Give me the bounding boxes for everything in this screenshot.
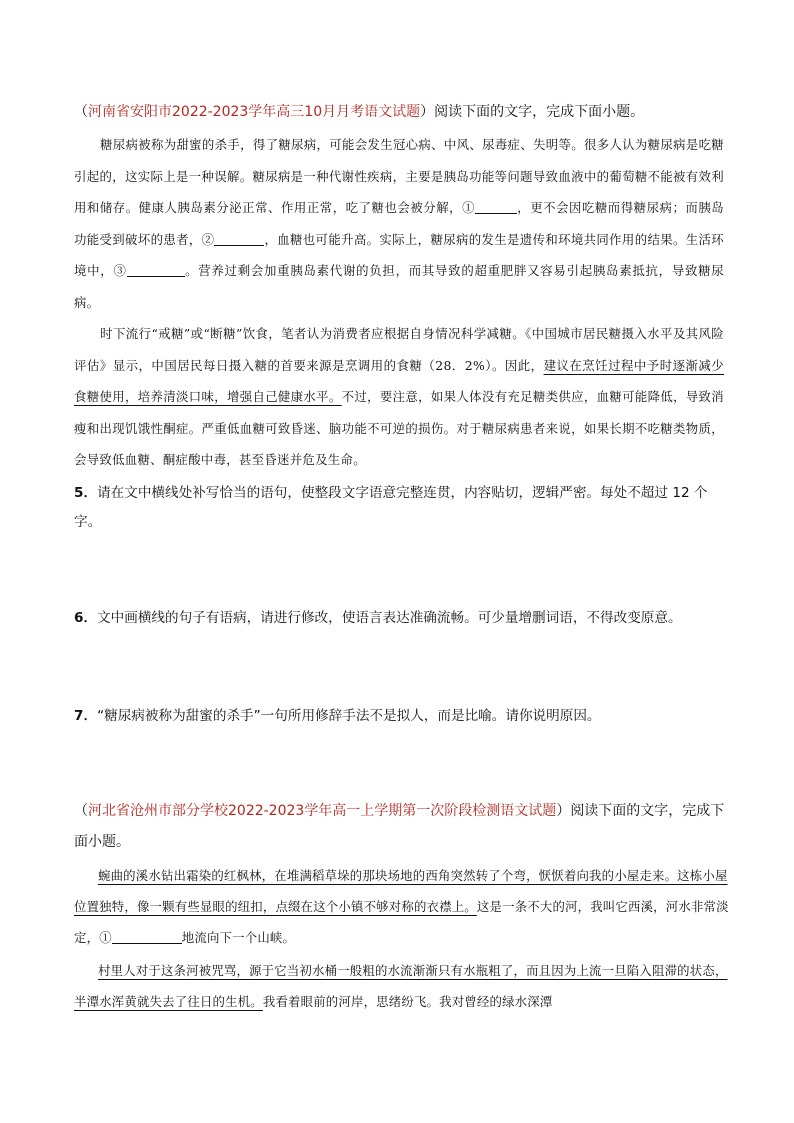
question-text: 请在文中横线处补写恰当的语句，使整段文字语意完整连贯，内容贴切，逻辑严密。每处不超过 12 个字。 bbox=[74, 485, 708, 530]
question-number: 6． bbox=[74, 610, 98, 626]
fill-blank-3[interactable] bbox=[127, 262, 185, 277]
p1-text-b: ，更不会因吃糖而得糖尿病；而胰岛功能受到破坏的患者， bbox=[74, 200, 724, 247]
p1-text-c: ，血糖也可能升高。实际上，糖尿病的发生是遗传和环境共同作用的结果。生活环境中， bbox=[74, 231, 724, 278]
passage2-paragraph-2 bbox=[74, 955, 734, 1017]
source-open-paren: （ bbox=[74, 803, 88, 819]
passage1-source-line bbox=[74, 97, 734, 127]
blank-marker-1: ① bbox=[99, 930, 112, 945]
source-close-paren: ） bbox=[420, 104, 435, 120]
question-number: 5． bbox=[74, 485, 98, 501]
passage2-source-line bbox=[74, 796, 734, 858]
question-number: 7． bbox=[74, 708, 98, 724]
passage1-paragraph-2 bbox=[74, 318, 724, 476]
underlined-sentence: 村里人对于这条河被咒骂，源于它当初水桶一般粗的水流渐渐只有水瓶粗了，而且因为上流一旦陷入阻滞的状态，半潭水浑黄就失去了往日的生机。 bbox=[74, 963, 728, 1009]
underlined-sentence: 建议在烹饪过程中予时逐渐减少食糖使用，培养清淡口味，增强自己健康水平。 bbox=[74, 357, 724, 404]
blank-marker-3: ③ bbox=[113, 263, 127, 278]
passage2-source-name: 河北省沧州市部分学校2022-2023学年高一上学期第一次阶段检测语文试题 bbox=[88, 803, 557, 819]
passage1-instruction: 阅读下面的文字，完成下面小题。 bbox=[434, 104, 645, 120]
question-5 bbox=[74, 479, 734, 537]
p1-text-a: 糖尿病被称为甜蜜的杀手，得了糖尿病，可能会发生冠心病、中风、尿毒症、失明等。很多人认为糖尿病是吃糖引起的，这实际上是一种误解。糖尿病是一种代谢性疾病，主要是胰岛功能等问题导致血液中的葡萄糖不能被有效利用和储存。健康人胰岛素分泌正常、作用正常，吃了糖也会被分解， bbox=[74, 137, 724, 215]
p2-text-a: 时下流行“戒糖”或“断糖”饮食，笔者认为消费者应根据自身情况科学减糖。《中国城市居民糖摄入水平及其风险评估》显示，中国居民每日摄入糖的首要来源是烹调用的食糖（28．2%）。因此， bbox=[74, 326, 724, 373]
question-text: “糖尿病被称为甜蜜的杀手”一句所用修辞手法不是拟人，而是比喻。请你说明原因。 bbox=[97, 708, 601, 724]
p2-text-b: 不过，要注意，如果人体没有充足糖类供应，血糖可能降低，导致消瘦和出现饥饿性酮症。严重低血糖可致昏迷、脑功能不可逆的损伤。对于糖尿病患者来说，如果长期不吃糖类物质，会导致低血糖、酮症酸中毒，甚至昏迷并危及生命。 bbox=[74, 389, 724, 467]
question-text: 文中画横线的句子有语病，请进行修改，使语言表达准确流畅。可少量增删词语，不得改变原意。 bbox=[97, 610, 682, 626]
question-6 bbox=[74, 604, 734, 633]
source-close-paren: ） bbox=[556, 803, 571, 819]
passage1-paragraph-1 bbox=[74, 129, 724, 318]
p2-2-text-a: 我看着眼前的河岸，思绪纷飞。我对曾经的绿水深潭 bbox=[262, 994, 553, 1009]
blank-marker-1: ① bbox=[462, 200, 476, 215]
source-open-paren: （ bbox=[74, 104, 88, 120]
p1-text-d: 。营养过剩会加重胰岛素代谢的负担，而其导致的超重肥胖又容易引起胰岛素抵抗，导致糖尿病。 bbox=[74, 263, 724, 310]
passage2-paragraph-1 bbox=[74, 860, 734, 953]
p2-1-text-b: 地流向下一个山峡。 bbox=[181, 930, 296, 945]
passage2-instruction: 阅读下面的文字，完成下面小题。 bbox=[74, 803, 725, 850]
fill-blank-2[interactable] bbox=[214, 231, 264, 246]
passage1-source-name: 河南省安阳市2022-2023学年高三10月月考语文试题 bbox=[88, 104, 421, 120]
blank-marker-2: ② bbox=[201, 231, 215, 247]
fill-blank-1[interactable] bbox=[475, 199, 517, 214]
p2-1-text-a: 这是一条不大的河，我叫它西溪，河水非常淡定， bbox=[74, 899, 729, 945]
underlined-description: 蜿曲的溪水钻出霜染的红枫林，在堆满稻草垛的那块场地的西角突然转了个弯，恹恹着向我的小屋走来。这栋小屋位置独特，像一颗有些显眼的纽扣，点缀在这个小镇不够对称的衣襟上。 bbox=[74, 868, 728, 914]
question-7 bbox=[74, 702, 734, 731]
fill-blank-1[interactable] bbox=[112, 929, 182, 944]
